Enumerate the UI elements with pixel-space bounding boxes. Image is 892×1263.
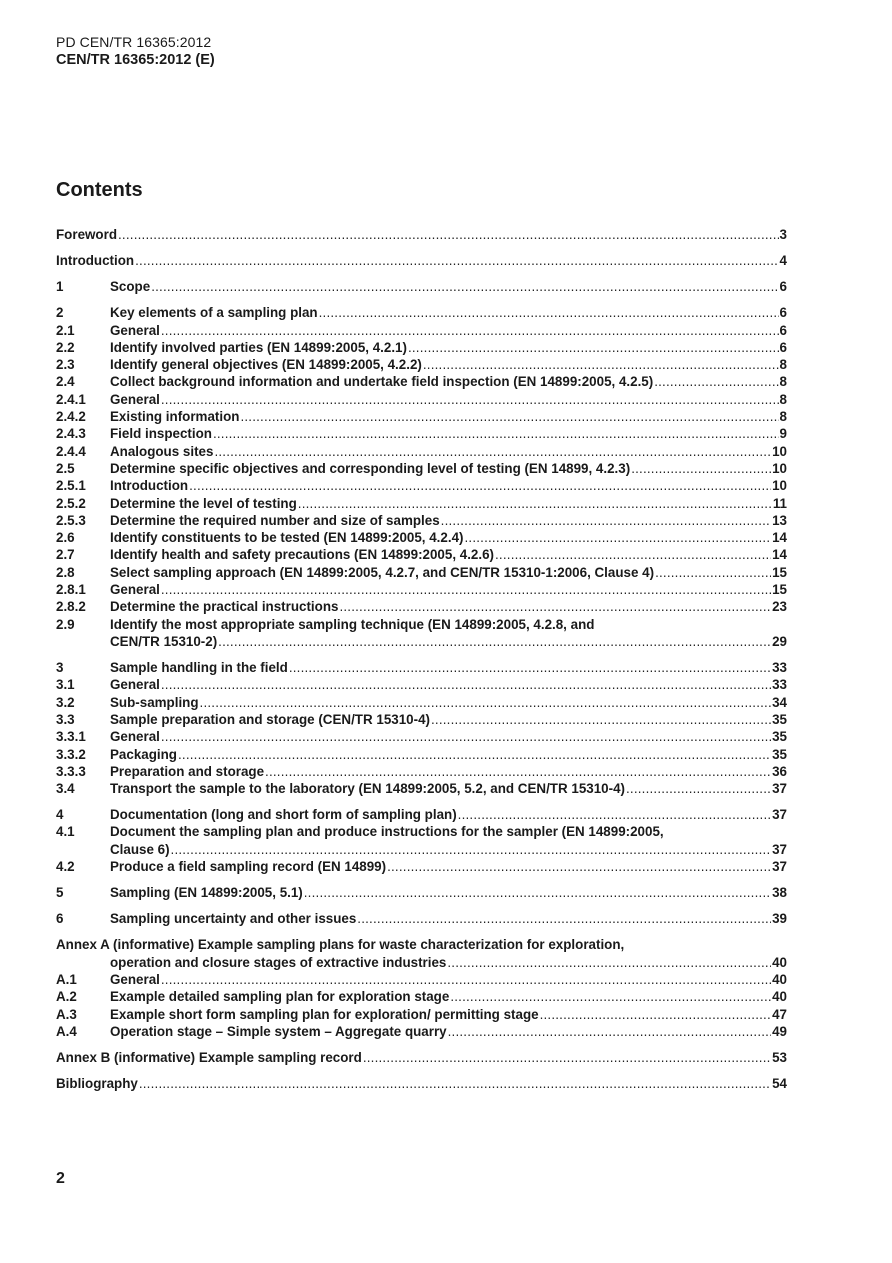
toc-entry[interactable] (56, 780, 787, 797)
toc-entry-title: Transport the sample to the laboratory (EN 14899:2005, 5.2, and CEN/TR 15310-4) (110, 781, 625, 797)
toc-entry-page: 37 (772, 781, 787, 797)
toc-entry-page: 34 (772, 694, 787, 710)
toc-entry-number: 3.3 (56, 711, 75, 727)
toc-entry[interactable] (56, 910, 787, 927)
toc-entry-title: Foreword (56, 227, 118, 242)
toc-entry-title: Produce a field sampling record (EN 14899) (110, 859, 387, 875)
toc-entry-title-continued: CEN/TR 15310-2) (110, 633, 218, 649)
toc-entry-title: Identify general objectives (EN 14899:2005, 4.2.2) (110, 357, 422, 373)
toc-entry[interactable] (56, 823, 787, 858)
toc-entry-title-continued: operation and closure stages of extractive industries (110, 954, 447, 970)
toc-leader-dots (161, 971, 771, 988)
toc-leader-dots (298, 495, 772, 512)
toc-entry-number: 2.8.1 (56, 582, 86, 598)
toc-entry-page: 54 (772, 1076, 787, 1092)
toc-entry[interactable] (56, 339, 787, 356)
toc-leader-dots (431, 711, 771, 728)
toc-entry-title: General (110, 729, 160, 745)
toc-entry-title: Bibliography (56, 1076, 138, 1092)
toc-leader-dots (151, 278, 778, 295)
toc-entry-title: General (110, 677, 160, 693)
toc-leader-dots (161, 728, 771, 745)
toc-entry-number: 2.7 (56, 547, 75, 563)
toc-entry-number: 2.8 (56, 564, 75, 580)
page-number: 2 (56, 1170, 65, 1187)
toc-entry-page: 33 (772, 660, 787, 676)
toc-entry-number: 3.2 (56, 694, 75, 710)
toc-entry-page: 40 (772, 989, 787, 1005)
toc-entry[interactable] (56, 226, 787, 243)
toc-entry-page: 14 (772, 530, 787, 546)
toc-entry-title: Identify health and safety precautions (EN 14899:2005, 4.2.6) (110, 547, 495, 563)
toc-entry-number: 2 (56, 305, 64, 321)
toc-entry[interactable] (56, 1075, 787, 1092)
toc-leader-dots (319, 304, 779, 321)
toc-entry-page: 37 (772, 859, 787, 875)
toc-entry-number: 2.4 (56, 374, 75, 390)
toc-entry-title: Determine specific objectives and corresponding level of testing (EN 14899, 4.2.3) (110, 460, 631, 476)
toc-leader-dots (654, 373, 778, 390)
toc-entry-number: 4 (56, 807, 64, 823)
toc-entry[interactable] (56, 278, 787, 295)
toc-entry[interactable] (56, 546, 787, 563)
toc-entry-title: Annex B (informative) Example sampling record (56, 1049, 362, 1065)
toc-entry[interactable] (56, 373, 787, 390)
toc-entry-number: A.1 (56, 971, 77, 987)
toc-entry[interactable] (56, 616, 787, 651)
toc-entry-title: Collect background information and undertake field inspection (EN 14899:2005, 4.2.5) (110, 374, 654, 390)
toc-leader-dots (161, 322, 779, 339)
toc-entry-title: General (110, 391, 160, 407)
toc-entry-page: 8 (779, 374, 787, 390)
toc-leader-dots (161, 581, 771, 598)
toc-entry-title: Introduction (56, 253, 135, 269)
toc-leader-dots (363, 1049, 771, 1066)
toc-entry-number: A.2 (56, 989, 77, 1005)
toc-leader-dots (540, 1006, 772, 1023)
toc-entry[interactable] (56, 971, 787, 988)
toc-entry-title: Determine the level of testing (110, 495, 297, 511)
toc-entry[interactable] (56, 728, 787, 745)
toc-entry-page: 10 (772, 478, 787, 494)
toc-entry[interactable] (56, 1006, 787, 1023)
toc-entry-title: Sample handling in the field (110, 660, 288, 676)
toc-entry-title: Identify the most appropriate sampling technique (EN 14899:2005, 4.2.8, and (110, 616, 595, 632)
toc-entry-title: Scope (110, 279, 151, 295)
toc-entry[interactable] (56, 884, 787, 901)
toc-entry-title: General (110, 582, 160, 598)
toc-entry-number: 2.4.2 (56, 409, 86, 425)
toc-leader-dots (304, 884, 771, 901)
toc-entry-page: 23 (772, 599, 787, 615)
document-id-english: CEN/TR 16365:2012 (E) (56, 52, 215, 68)
toc-entry[interactable] (56, 1023, 787, 1040)
toc-leader-dots (631, 460, 771, 477)
toc-entry[interactable] (56, 495, 787, 512)
toc-entry-number: 2.1 (56, 322, 75, 338)
toc-entry-title: Sample preparation and storage (CEN/TR 15310-4) (110, 711, 430, 727)
toc-entry-number: 3.3.1 (56, 729, 86, 745)
toc-entry[interactable] (56, 443, 787, 460)
document-id: PD CEN/TR 16365:2012 (56, 34, 212, 50)
toc-entry-number: A.3 (56, 1006, 77, 1022)
toc-entry-title: Determine the practical instructions (110, 599, 339, 615)
toc-leader-dots (387, 858, 771, 875)
toc-leader-dots (200, 694, 772, 711)
toc-leader-dots (408, 339, 779, 356)
toc-entry[interactable] (56, 676, 787, 693)
toc-leader-dots (655, 564, 771, 581)
toc-entry-page: 53 (772, 1049, 787, 1065)
toc-leader-dots (339, 598, 771, 615)
toc-entry-title: Sub-sampling (110, 694, 199, 710)
toc-leader-dots (626, 780, 771, 797)
toc-entry-title: General (110, 322, 160, 338)
toc-entry-number: 4.1 (56, 824, 75, 840)
toc-entry-title: Annex A (informative) Example sampling plans for waste characterization for exploration, (56, 937, 625, 953)
toc-entry-number: 2.5.2 (56, 495, 86, 511)
toc-entry[interactable] (56, 252, 787, 269)
toc-entry-page: 35 (772, 729, 787, 745)
toc-entry[interactable] (56, 598, 787, 615)
toc-entry[interactable] (56, 746, 787, 763)
toc-entry-title: Example detailed sampling plan for exploration stage (110, 989, 450, 1005)
toc-entry-number: 2.3 (56, 357, 75, 373)
toc-entry-number: 3.3.3 (56, 763, 86, 779)
toc-entry-title: Preparation and storage (110, 763, 265, 779)
toc-entry-title: Sampling (EN 14899:2005, 5.1) (110, 885, 303, 901)
toc-entry-title: Packaging (110, 746, 177, 762)
toc-leader-dots (448, 1023, 771, 1040)
toc-entry-number: 3.4 (56, 781, 75, 797)
toc-entry-page: 33 (772, 677, 787, 693)
toc-entry-page: 10 (772, 443, 787, 459)
toc-entry-page: 6 (779, 305, 787, 321)
toc-entry-page: 10 (772, 460, 787, 476)
toc-entry-number: 2.5.1 (56, 478, 86, 494)
toc-entry-title: Document the sampling plan and produce instructions for the sampler (EN 14899:2005, (110, 824, 664, 840)
toc-leader-dots (450, 988, 771, 1005)
toc-entry-number: 2.5.3 (56, 512, 86, 528)
toc-entry-page: 35 (772, 711, 787, 727)
toc-entry-page: 37 (772, 841, 787, 857)
toc-entry-title: General (110, 971, 160, 987)
toc-leader-dots (265, 763, 771, 780)
toc-leader-dots (214, 443, 771, 460)
toc-entry-title: Select sampling approach (EN 14899:2005, 4.2.7, and CEN/TR 15310-1:2006, Clause 4) (110, 564, 655, 580)
toc-entry[interactable] (56, 529, 787, 546)
toc-leader-dots (458, 806, 771, 823)
toc-leader-dots (161, 676, 771, 693)
toc-entry-number: 2.8.2 (56, 599, 86, 615)
toc-entry-title: Existing information (110, 409, 240, 425)
toc-entry[interactable] (56, 425, 787, 442)
toc-entry[interactable] (56, 581, 787, 598)
toc-entry-page: 36 (772, 763, 787, 779)
toc-leader-dots (178, 746, 771, 763)
toc-entry-number: 2.9 (56, 616, 75, 632)
toc-entry-number: 3 (56, 660, 64, 676)
toc-entry-page: 39 (772, 911, 787, 927)
toc-leader-dots (218, 633, 771, 650)
toc-entry-page: 35 (772, 746, 787, 762)
toc-entry[interactable] (56, 304, 787, 321)
toc-entry-page: 8 (779, 391, 787, 407)
toc-entry-page: 11 (772, 495, 787, 511)
toc-entry[interactable] (56, 936, 787, 971)
toc-entry-page: 49 (772, 1023, 787, 1039)
toc-entry[interactable] (56, 391, 787, 408)
toc-leader-dots (495, 546, 771, 563)
toc-entry[interactable] (56, 460, 787, 477)
toc-entry[interactable] (56, 408, 787, 425)
toc-entry-page: 37 (772, 807, 787, 823)
toc-entry-page: 40 (772, 971, 787, 987)
toc-entry-number: 2.4.3 (56, 426, 86, 442)
toc-leader-dots (161, 391, 779, 408)
page-title: Contents (56, 179, 143, 201)
toc-entry-title: Identify involved parties (EN 14899:2005, 4.2.1) (110, 339, 407, 355)
toc-entry-title: Documentation (long and short form of sampling plan) (110, 807, 457, 823)
toc-entry-title: Operation stage – Simple system – Aggregate quarry (110, 1023, 447, 1039)
toc-leader-dots (171, 841, 772, 858)
toc-entry-number: 3.1 (56, 677, 75, 693)
toc-entry[interactable] (56, 763, 787, 780)
toc-entry-page: 13 (772, 512, 787, 528)
toc-leader-dots (139, 1075, 771, 1092)
toc-entry-title: Identify constituents to be tested (EN 14899:2005, 4.2.4) (110, 530, 464, 546)
toc-entry[interactable] (56, 512, 787, 529)
toc-entry-number: 2.4.4 (56, 443, 86, 459)
toc-entry[interactable] (56, 356, 787, 373)
toc-entry-title: Analogous sites (110, 443, 214, 459)
toc-entry-number: A.4 (56, 1023, 77, 1039)
toc-entry-page: 38 (772, 885, 787, 901)
toc-entry[interactable] (56, 711, 787, 728)
toc-entry-title: Field inspection (110, 426, 212, 442)
toc-entry[interactable] (56, 477, 787, 494)
toc-entry-page: 6 (779, 322, 787, 338)
toc-entry-title: Example short form sampling plan for exploration/ permitting stage (110, 1006, 539, 1022)
toc-entry-title: Introduction (110, 478, 189, 494)
toc-leader-dots (357, 910, 771, 927)
toc-entry-page: 3 (779, 227, 787, 242)
toc-leader-dots (289, 659, 771, 676)
toc-leader-dots (464, 529, 771, 546)
toc-leader-dots (423, 356, 779, 373)
toc-entry-title: Sampling uncertainty and other issues (110, 911, 357, 927)
toc-entry-number: 3.3.2 (56, 746, 86, 762)
toc-entry-page: 9 (779, 426, 787, 442)
toc-entry-number: 4.2 (56, 859, 75, 875)
toc-entry-page: 40 (772, 954, 787, 970)
toc-leader-dots (447, 954, 771, 971)
toc-entry[interactable] (56, 322, 787, 339)
toc-entry[interactable] (56, 564, 787, 581)
toc-entry-number: 6 (56, 911, 64, 927)
toc-entry-number: 1 (56, 279, 64, 295)
toc-entry-page: 6 (779, 279, 787, 295)
toc-entry-page: 47 (772, 1006, 787, 1022)
toc-entry-title: Determine the required number and size of samples (110, 512, 440, 528)
toc-leader-dots (189, 477, 771, 494)
toc-entry[interactable] (56, 858, 787, 875)
toc-leader-dots (118, 226, 779, 243)
toc-entry-number: 5 (56, 885, 64, 901)
toc-entry-page: 15 (772, 564, 787, 580)
toc-entry-page: 29 (772, 633, 787, 649)
toc-entry-page: 8 (779, 409, 787, 425)
toc-entry-page: 4 (779, 253, 787, 269)
toc-leader-dots (240, 408, 778, 425)
toc-entry[interactable] (56, 1049, 787, 1066)
toc-entry-page: 14 (772, 547, 787, 563)
toc-entry-title-continued: Clause 6) (110, 841, 170, 857)
table-of-contents (56, 226, 787, 1092)
toc-entry[interactable] (56, 659, 787, 676)
toc-entry-title: Key elements of a sampling plan (110, 305, 318, 321)
toc-entry-number: 2.2 (56, 339, 75, 355)
toc-leader-dots (441, 512, 771, 529)
toc-entry-number: 2.5 (56, 460, 75, 476)
toc-entry[interactable] (56, 806, 787, 823)
toc-entry-number: 2.6 (56, 530, 75, 546)
toc-entry-number: 2.4.1 (56, 391, 86, 407)
toc-entry[interactable] (56, 694, 787, 711)
toc-leader-dots (135, 252, 778, 269)
toc-entry[interactable] (56, 988, 787, 1005)
toc-entry-page: 8 (779, 357, 787, 373)
toc-entry-page: 15 (772, 582, 787, 598)
toc-entry-page: 6 (779, 339, 787, 355)
toc-leader-dots (213, 425, 779, 442)
